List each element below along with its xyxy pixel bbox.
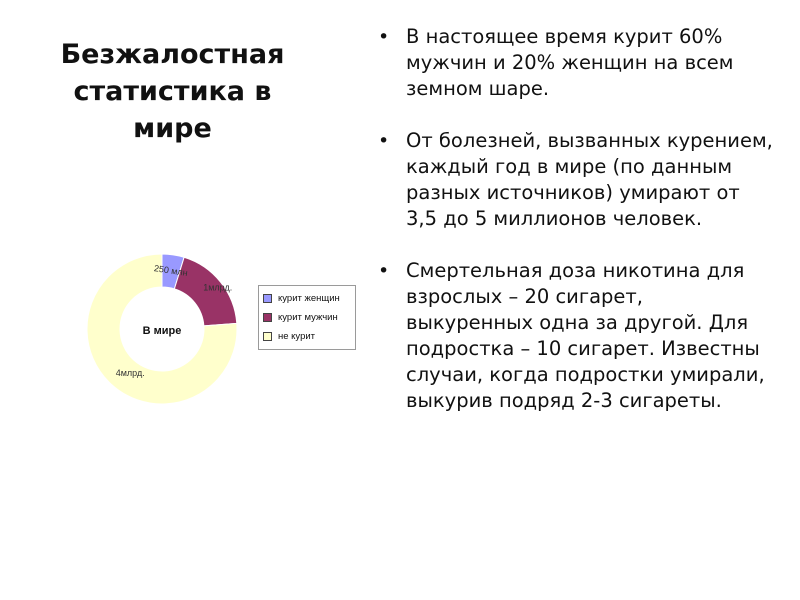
legend-item-men xyxy=(263,308,351,327)
legend-label-men: курит мужчин xyxy=(278,312,338,323)
legend-item-women xyxy=(263,289,351,308)
bullet-item-deaths: • От болезней, вызванных курением, каждый год в мире (по данным разных источников) умирают от 3,5 до 5 миллионов человек. xyxy=(374,128,774,232)
legend-label-women: курит женщин xyxy=(278,293,340,304)
slide-title: Безжалостная статистика в мире xyxy=(60,39,285,144)
bullet-item-lethal-dose: • Смертельная доза никотина для взрослых – 20 сигарет, выкуренных одна за другой. Для подростка – 10 сигарет. Известны случаи, когда подростки умирали, выкурив подряд 2-3 сигареты. xyxy=(374,258,774,414)
legend-label-nonsmokers: не курит xyxy=(278,331,316,342)
bullet-item-smoking-rate: • В настоящее время курит 60% мужчин и 20% женщин на всем земном шаре. xyxy=(374,24,774,102)
chart-legend xyxy=(258,285,356,350)
legend-swatch-men xyxy=(263,313,272,322)
legend-swatch-nonsmokers xyxy=(263,332,272,341)
legend-swatch-women xyxy=(263,294,272,303)
donut-chart xyxy=(75,228,255,428)
chart-center-label: В мире xyxy=(142,325,182,337)
slice-nonsmokers-label: 4млрд. xyxy=(115,367,145,378)
bullet-list xyxy=(374,24,774,440)
slice-women-label: 250 млн xyxy=(153,263,189,279)
legend-item-nonsmokers xyxy=(263,327,351,346)
slice-men-label: 1млрд. xyxy=(203,282,233,293)
